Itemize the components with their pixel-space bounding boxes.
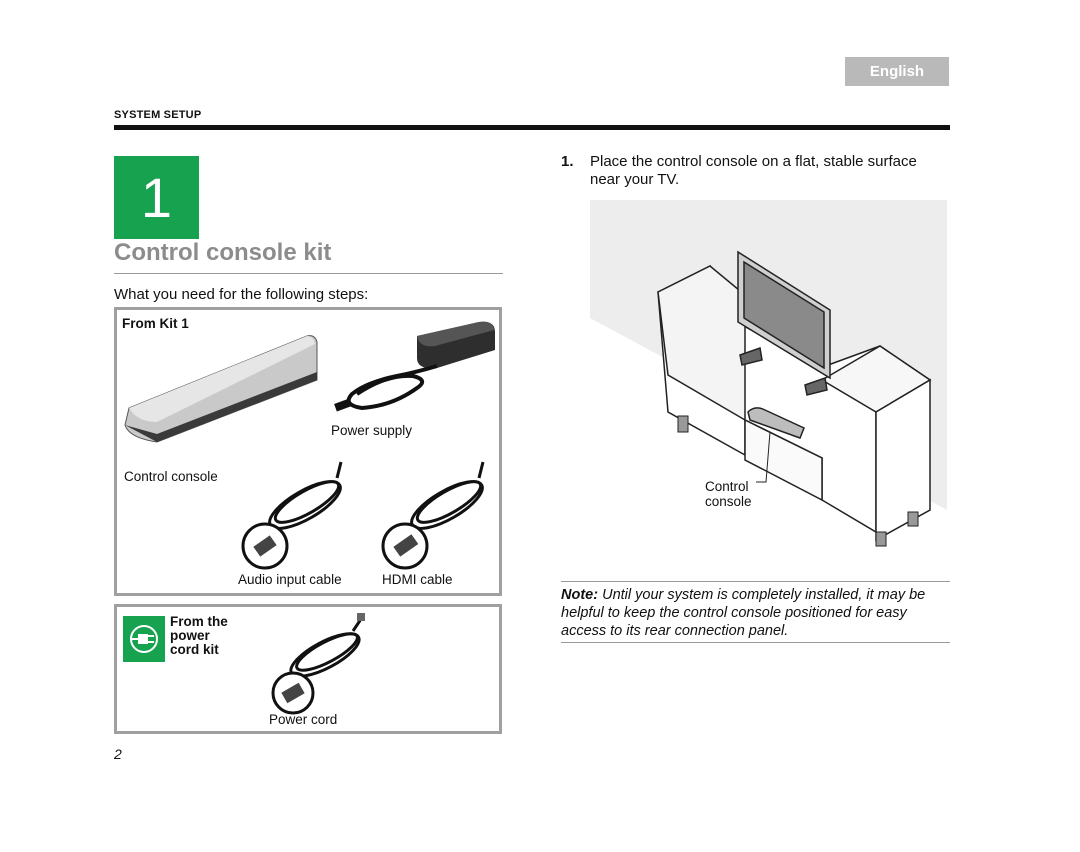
section-rule xyxy=(114,125,950,130)
cord-kit-heading: From the power cord kit xyxy=(170,614,228,657)
kit1-box xyxy=(114,307,502,596)
power-cord-label: Power cord xyxy=(269,712,338,727)
power-supply-label: Power supply xyxy=(331,423,413,438)
hdmi-cable-label: HDMI cable xyxy=(382,572,453,587)
audio-cable-label: Audio input cable xyxy=(238,572,342,587)
kit1-heading: From Kit 1 xyxy=(122,316,189,331)
note-label: Note: xyxy=(561,587,599,603)
kit-title-rule xyxy=(114,273,503,274)
section-label: SYSTEM SETUP xyxy=(114,109,202,121)
control-console-image xyxy=(125,336,317,442)
control-console-label: Control console xyxy=(124,469,218,484)
kit-title: Control console kit xyxy=(114,239,332,266)
note-rule-top xyxy=(561,581,950,582)
language-tab[interactable]: English xyxy=(845,57,949,86)
audio-cable-image xyxy=(243,462,347,568)
note-paragraph xyxy=(561,586,953,640)
illustration-label: Control console xyxy=(705,479,752,509)
power-cord-kit-box xyxy=(114,604,502,734)
hdmi-cable-image xyxy=(383,462,489,568)
step-badge: 1 xyxy=(114,156,199,239)
kit1-illustration xyxy=(117,310,499,593)
step-number: 1. xyxy=(561,153,574,170)
step-instruction: Place the control console on a flat, stable surface near your TV. xyxy=(590,153,917,188)
note-rule-bottom xyxy=(561,642,950,643)
note-text: Until your system is completely installed, it may be helpful to keep the control console positioned for easy access to its rear connection panel. xyxy=(561,587,926,639)
page-number: 2 xyxy=(114,746,122,762)
placement-illustration xyxy=(590,200,947,568)
intro-text: What you need for the following steps: xyxy=(114,286,369,303)
power-supply-image xyxy=(334,322,495,412)
